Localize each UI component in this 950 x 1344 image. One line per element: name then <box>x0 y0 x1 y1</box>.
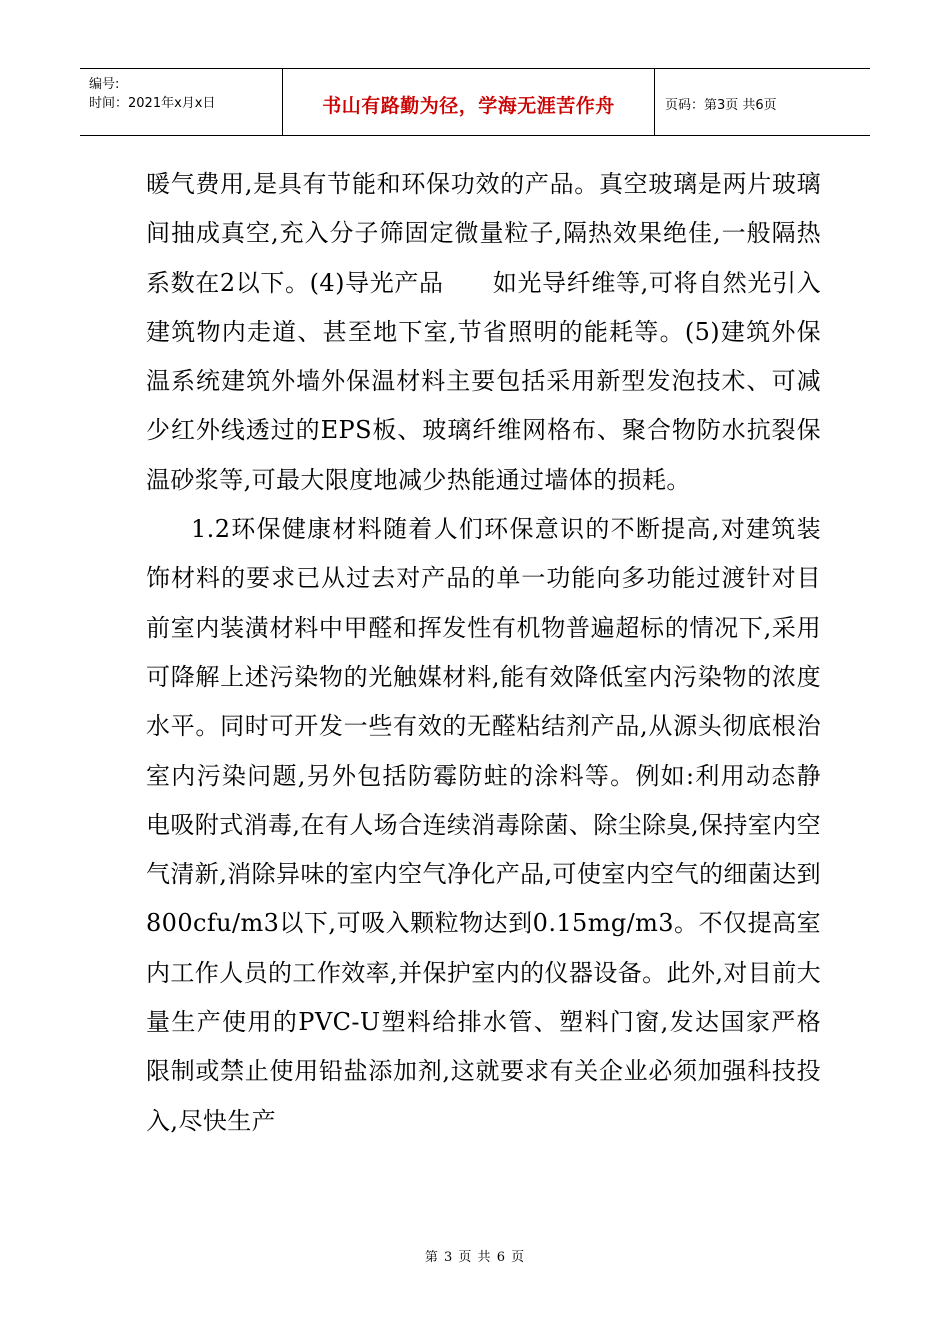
header-page-info: 页码：第3页 共6页 <box>665 97 777 113</box>
paragraph-section-1-2: 1.2环保健康材料随着人们环保意识的不断提高,对建筑装饰材料的要求已从过去对产品的单一功能向多功能过渡针对目前室内装潢材料中甲醛和挥发性有机物普遍超标的情况下,采用可降解上述污染物的光触媒材料,能有效降低室内污染物的浓度水平。同时可开发一些有效的无醛粘结剂产品,从源头彻底根治室内污染问题,另外包括防霉防蛀的涂料等。例如:利用动态静电吸附式消毒,在有人场合连续消毒除菌、除尘除臭,保持室内空气清新,消除异味的室内空气净化产品,可使室内空气的细菌达到800cfu/m3以下,可吸入颗粒物达到0.15mg/m3。不仅提高室内工作人员的工作效率,并保护室内的仪器设备。此外,对目前大量生产使用的PVC-U塑料给排水管、塑料门窗,发达国家严格限制或禁止使用铅盐添加剂,这就要求有关企业必须加强科技投入,尽快生产 <box>146 515 821 1135</box>
document-body <box>146 160 821 1146</box>
date-label: 时间：2021年x月x日 <box>89 96 216 111</box>
header-motto: 书山有路勤为径，学海无涯苦作舟 <box>322 94 615 117</box>
header-page-cell <box>655 69 870 135</box>
header-motto-cell <box>283 69 655 135</box>
serial-number-label: 编号: <box>89 77 120 92</box>
paragraph-continued: 暖气费用,是具有节能和环保功效的产品。真空玻璃是两片玻璃间抽成真空,充入分子筛固定微量粒子,隔热效果绝佳,一般隔热系数在2以下。(4)导光产品 如光导纤维等,可将自然光引入建筑物内走道、甚至地下室,节省照明的能耗等。(5)建筑外保温系统建筑外墙外保温材料主要包括采用新型发泡技术、可减少红外线透过的EPS板、玻璃纤维网格布、聚合物防水抗裂保温砂浆等,可最大限度地减少热能通过墙体的损耗。 <box>146 170 821 494</box>
page-footer: 第 3 页 共 6 页 <box>424 1250 526 1265</box>
page-header <box>80 68 870 136</box>
header-meta-cell <box>80 69 283 135</box>
